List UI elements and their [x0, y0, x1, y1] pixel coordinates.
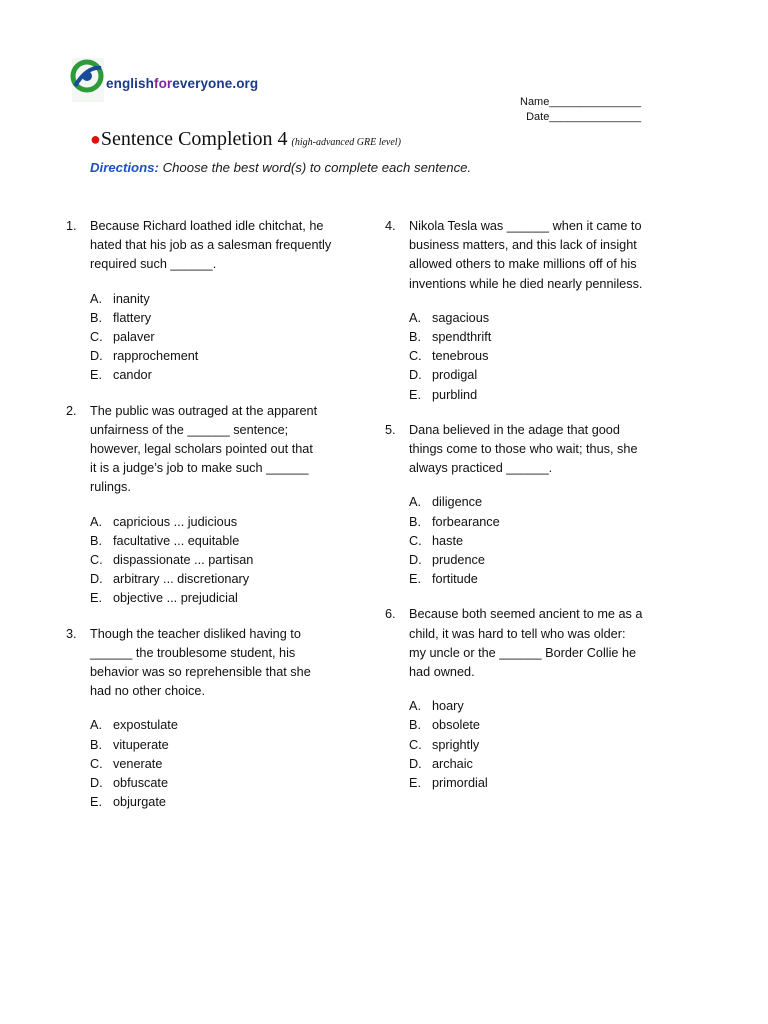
directions — [90, 160, 471, 175]
option-text: expostulate — [113, 718, 178, 733]
bullet-dot-icon: ● — [90, 129, 101, 149]
globe-logo-icon — [70, 56, 106, 104]
answer-option[interactable] — [409, 716, 675, 735]
option-text: forbearance — [432, 514, 500, 529]
answer-option[interactable] — [90, 793, 356, 812]
answer-option[interactable] — [90, 551, 356, 570]
option-letter: B. — [90, 310, 102, 325]
answer-option[interactable] — [409, 736, 675, 755]
question-number: 3. — [66, 626, 77, 641]
option-text: prudence — [432, 553, 485, 568]
option-letter: E. — [409, 776, 421, 791]
answer-option[interactable] — [409, 493, 675, 512]
option-text: diligence — [432, 495, 483, 510]
answer-option[interactable] — [409, 570, 675, 589]
option-text: candor — [113, 368, 152, 383]
option-letter: B. — [90, 737, 102, 752]
option-letter: A. — [409, 310, 421, 325]
answer-option[interactable] — [90, 736, 356, 755]
option-letter: C. — [90, 756, 103, 771]
title-level: (high-advanced GRE level) — [291, 137, 401, 148]
option-text: sprightly — [432, 737, 480, 752]
question-1 — [66, 217, 356, 386]
answer-option[interactable] — [90, 328, 356, 347]
option-letter: E. — [409, 572, 421, 587]
answer-option[interactable] — [90, 774, 356, 793]
option-text: tenebrous — [432, 349, 489, 364]
option-text: palaver — [113, 330, 155, 345]
answer-options — [90, 290, 356, 386]
answer-option[interactable] — [409, 774, 675, 793]
option-text: dispassionate ... partisan — [113, 553, 254, 568]
answer-options — [90, 716, 356, 812]
question-number: 4. — [385, 219, 396, 233]
option-text: inanity — [113, 291, 150, 306]
question-stem: Because Richard loathed idle chitchat, he hated that his job as a salesman frequently required such ______. — [90, 219, 332, 272]
option-text: sagacious — [432, 310, 490, 325]
option-letter: D. — [90, 776, 103, 791]
question-6 — [385, 605, 675, 793]
option-text: arbitrary ... discretionary — [113, 572, 250, 587]
option-text: obfuscate — [113, 776, 169, 791]
option-text: purblind — [432, 387, 478, 402]
questions-left-column — [66, 217, 356, 812]
answer-option[interactable] — [90, 570, 356, 589]
option-letter: A. — [90, 718, 102, 733]
answer-options — [409, 697, 675, 793]
question-stem: Though the teacher disliked having to ______ the troublesome student, his behavior was so reprehensible that she had no other choice. — [90, 626, 311, 699]
option-letter: A. — [409, 699, 421, 714]
option-letter: D. — [90, 572, 103, 587]
answer-option[interactable] — [409, 347, 675, 366]
option-letter: E. — [90, 591, 102, 606]
option-text: spendthrift — [432, 330, 492, 345]
directions-label: Directions: — [90, 160, 159, 175]
option-letter: D. — [409, 553, 422, 568]
option-letter: C. — [409, 533, 422, 548]
option-text: capricious ... judicious — [113, 514, 238, 529]
answer-options — [90, 513, 356, 609]
option-text: flattery — [113, 310, 152, 325]
answer-option[interactable] — [409, 532, 675, 551]
option-letter: A. — [90, 514, 102, 529]
answer-option[interactable] — [409, 366, 675, 385]
question-stem: Because both seemed ancient to me as a child, it was hard to tell who was older: my uncle or the ______ Border Collie he had owned. — [409, 607, 643, 680]
option-text: fortitude — [432, 572, 478, 587]
option-text: archaic — [432, 756, 473, 771]
option-text: vituperate — [113, 737, 169, 752]
logo-text — [106, 76, 258, 91]
option-letter: D. — [90, 349, 103, 364]
question-stem: Dana believed in the adage that good things come to those who wait; thus, she always practiced ______. — [409, 422, 638, 476]
option-letter: D. — [409, 368, 422, 383]
option-letter: B. — [409, 330, 421, 345]
option-letter: A. — [409, 495, 421, 510]
answer-option[interactable] — [409, 309, 675, 328]
answer-option[interactable] — [90, 347, 356, 366]
answer-option[interactable] — [409, 697, 675, 716]
answer-option[interactable] — [409, 513, 675, 532]
option-letter: E. — [90, 368, 102, 383]
option-letter: D. — [409, 756, 422, 771]
option-text: prodigal — [432, 368, 478, 383]
answer-option[interactable] — [409, 328, 675, 347]
option-text: hoary — [432, 699, 464, 714]
page-title — [90, 128, 401, 151]
option-text: objective ... prejudicial — [113, 591, 238, 606]
option-letter: B. — [409, 718, 421, 733]
question-2 — [66, 402, 356, 609]
answer-options — [409, 493, 675, 589]
option-text: rapprochement — [113, 349, 199, 364]
option-letter: C. — [90, 553, 103, 568]
question-stem: The public was outraged at the apparent unfairness of the ______ sentence; however, legal scholars pointed out that it is a judge’s job to make such ______ rulings. — [90, 403, 318, 495]
question-stem: Nikola Tesla was ______ when it came to business matters, and this lack of insight allowed others to make millions off of his inventions while he died nearly penniless. — [409, 219, 643, 291]
option-letter: C. — [409, 737, 422, 752]
question-number: 5. — [385, 422, 396, 437]
option-letter: C. — [409, 349, 422, 364]
option-text: haste — [432, 533, 464, 548]
name-field[interactable]: Name_______________ — [520, 96, 642, 108]
answer-option[interactable] — [409, 755, 675, 774]
logo-text-everyone: everyone.org — [172, 76, 259, 91]
answer-option[interactable] — [409, 551, 675, 570]
title-main: Sentence Completion 4 — [100, 128, 288, 150]
option-letter: A. — [90, 291, 102, 306]
logo-text-english: english — [106, 76, 154, 91]
question-3 — [66, 625, 356, 813]
logo — [70, 56, 280, 104]
logo-text-for: for — [153, 76, 173, 91]
answer-option[interactable] — [90, 309, 356, 328]
option-text: objurgate — [113, 795, 166, 810]
option-text: facultative ... equitable — [113, 533, 240, 548]
option-letter: E. — [90, 795, 102, 810]
answer-option[interactable] — [90, 755, 356, 774]
date-field[interactable]: Date_______________ — [526, 111, 642, 123]
answer-options — [409, 309, 675, 405]
directions-text: Choose the best word(s) to complete each sentence. — [162, 160, 472, 175]
option-letter: C. — [90, 330, 103, 345]
option-text: obsolete — [432, 718, 480, 733]
questions-right-column — [385, 217, 675, 793]
answer-option[interactable] — [90, 366, 356, 385]
answer-option[interactable] — [90, 290, 356, 309]
option-text: venerate — [113, 756, 163, 771]
name-date-fields — [520, 95, 641, 125]
option-letter: B. — [90, 533, 102, 548]
question-number: 2. — [66, 403, 77, 418]
question-4 — [385, 217, 675, 405]
answer-option[interactable] — [409, 386, 675, 405]
option-letter: B. — [409, 514, 421, 529]
question-number: 1. — [66, 219, 77, 233]
option-text: primordial — [432, 776, 488, 791]
question-number: 6. — [385, 607, 396, 622]
question-5 — [385, 421, 675, 590]
answer-option[interactable] — [90, 532, 356, 551]
option-letter: E. — [409, 387, 421, 402]
answer-option[interactable] — [90, 513, 356, 532]
answer-option[interactable] — [90, 716, 356, 735]
answer-option[interactable] — [90, 589, 356, 608]
